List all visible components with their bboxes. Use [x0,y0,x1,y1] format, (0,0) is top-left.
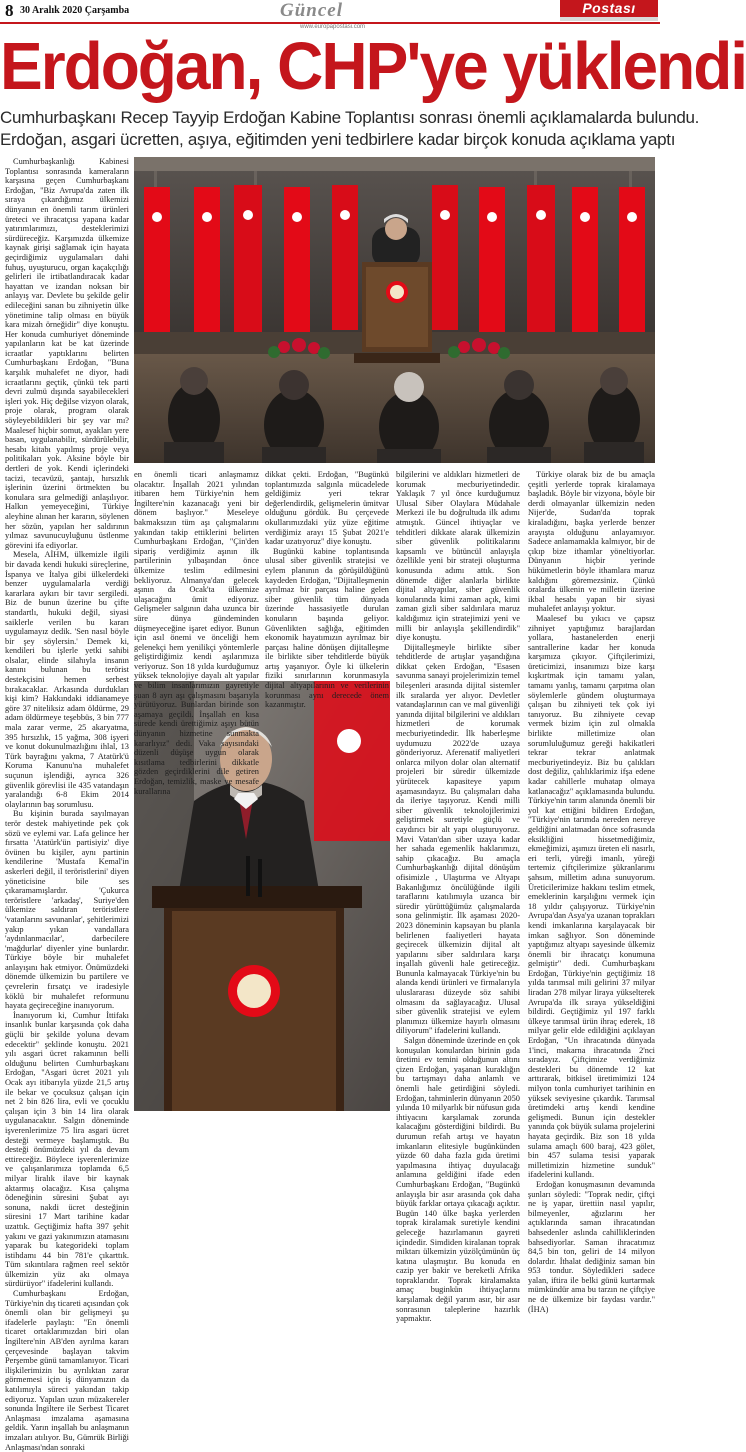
newspaper-logo: Postası [560,0,658,17]
section-title: Güncel [280,0,343,21]
paragraph: Cumhurbaşkanlığı Kabinesi Toplantısı sonrasında kameraların karşısına geçen Cumhurbaşkanı Erdoğan, "Biz Avrupa'da zaten ilk sıraya çıkardığımız ülkemizi dünyanın en önemli tarım ürünleri üreteci ve ihracatçısı yapana kadar yatırımlarımızı, desteklerimizi sürdüreceğiz. Karşımızda ülkemize kaynak girişi sağlamak için hayata geçirdiğimiz uygulamaları dahi fuhuş, uyuşturucu, organ kaçakçılığı gelirleri ile irtibatlandıracak kadar hayattan ve izandan noksan bir anlayış var. Devlete bu şekilde gelir edileceğini sanan bu zihniyetin ülke yönetimine talip olması en büyük kara mizah örneğidir" diye konuştu. Her konuda cumhuriyet döneminde yapılanların kat be kat üzerinde icraatlar yaptıklarını belirten Cumhurbaşkanı Erdoğan, "Buna karşılık muhalefet ne diyor, hadi icraatlarını geçtik, çünkü tek parti devri zulmü dışında sayabilecekleri işleri yok. Hiç değilse vizyon olarak, proje olarak, program olarak söyleyebildikleri bir şey var mı? Maalesef hiçbir somut, ayakları yere basan, uygulanabilir, sürdürülebilir, hesabı kitabı yapılmış proje veya politikaları yok. Aksine böyle bir dertleri de yok. Kendi içlerindeki tacizi, tecavüzü, şantajı, hırsızlık işlerinin üzerini örtmekten bu konulara sıra gelmediği anlaşılıyor. Halkın yemeyeceğini, Türkiye aleyhine alınan her kararın, söylenen her sözün, yapılan her saldırının yılmaz savunucuyluğunu üstlenme görevini ifa ediyorlar. [5,157,129,550]
paragraph: Erdoğan konuşmasının devamında şunları söyledi: "Toprak nedir, çiftçi ne iş yapar, ürettiin nasıl yapılır, bilmeyenler, ağızlarını her açtıklarında saman ihracatından bahsedenler aslında cahilliklerinden bahsediyorlar. Saman ihracatımız 84,5 bin ton, geliri de 14 milyon dolardır. İthalat dediğiniz saman bin 953 tondur. Söyledikleri sadece yalan, iftira ile belki günü kurtarmak mümkündür ama bu tarzın ne çiftçiye ne de ülkemize bir faydası vardır." (İHA) [528,1179,655,1314]
headline: Erdoğan, CHP'ye yüklendi [0,28,746,104]
masthead [0,0,660,22]
deck-line-2: Erdoğan, asgari ücretten, aşıya, eğitimden yeni tedbirlere kadar birçok konuda açıklama yaptı [0,130,676,149]
article-column-5 [528,470,655,1314]
paragraph: İnanıyorum ki, Cumhur İttifakı insanlık bunlar karşısında çok daha güçlü bir şekilde yoluna devam edecektir" şeklinde konuştu. 2021 yılı asgari ücret rakamının belli olduğunu belirten Cumhurbaşkanı Erdoğan, "Asgari ücret 2021 yılı Ocak ayı itibarıyla yüzde 21,5 artış ile bekar ve çocuksuz çalışan için net 2 bin 826 lira, evli ve çocuklu çalışan için 3 bin 14 lira olarak uygulanacaktır. Salgın döneminde işverenlerimize 75 lira asgari ücret desteği vermeye başlamıştık. Bu desteği önümüzdeki yıl da devam ettireceğiz. Böylece işverenlerimize ve çalışanlarımıza toplamda 6,5 milyar liralık ilave bir kaynak aktarmış olacağız. Kısa çalışma ödeneğinin süresini Şubat ayı sonuna, nakdi ücret desteğinin süresini 17 Mart tarihine kadar uzattık. Geçtiğimiz hafta 397 şehit yakını ve gazi yakınımızın atamasını yaparak bu kategorideki toplam istihdamı 44 bin 781'e çıkarttık. Tüm sıkıntılara rağmen reel sektör ülkemizin yüz akı olmaya sürdürüyor" ifadelerini kullandı. [5,1010,129,1289]
cabinet-meeting-illustration [134,157,655,463]
paragraph: Cumhurbaşkanı Erdoğan, Türkiye'nin dış ticareti açısından çok önemli olan bir gelişmeyi şu ifadelerle paylaştı: "En önemli ticaret ortaklarımızdan biri olan İngiltere'nin AB'den ayrılma kararı çerçevesinde başlayan takvim Perşembe günü tamamlanıyor. Ticari ilişkilerimizin bu ayrılıktan zarar görmemesi için iş dünyamızın da katılımıyla süreci yakından takip ediyoruz. Yapılan uzun müzakereler sonunda İngiltere ile Serbest Ticaret Anlaşması imzalama aşamasına geldik. Yarın inşallah bu anlaşmanın imzaları atılıyor. Bu, Gümrük Birliği Anlaşması'ndan sonraki [5,1289,129,1452]
article-column-2 [134,470,259,796]
cabinet-meeting-photo [134,157,655,463]
paragraph: Mesela, AİHM, ülkemizle ilgili bir davada kendi hukuki süreçlerine, İspanya ve İtalya gibi ülkelerdeki benzer uygulamalarla verdiği kararlara aykırı bir tavır sergiledi. Biz de bunun üzerine bu çifte standartlı, hukuki değil, siyasi saiklerle verilen bu kararı uygulamayız dedik. 'Sen nasıl böyle bir şey söylersin.' Demek ki, kendileri bu işlerle yetki sahibi olsalar, elinde silahıyla insanın kanını bulunan bu terörist destekçisini hemen serbest bırakacaklar. Arkasında durdukları kişi kim? Hakkındaki iddianameye göre 37 niteliksiz adam öldürme, 29 adam öldürmeye teşebbüs, 3 bin 777 mala zarar verme, 25 akaryatma, 395 hırsızlık, 15 yağma, 308 işyeri ve konut dokunulmazlığını ihlal, 13 Türk bayrağını yakma, 7 Atatürk'ü Koruma Kanunu'na muhalefet suçunun işlendiği, ayrıca 326 güvenlik görevlisi ile 435 vatandaşın yaralandığı 6-8 Ekim 2014 olaylarının baş sorumlusu. [5,550,129,809]
article-column-3 [265,470,389,710]
paragraph: Türkiye olarak biz de bu amaçla çeşitli yerlerde toprak kiralamaya başladık. Böyle bir vizyona, böyle bir derdi olmayanlar ülkemizin neden Nijer'de, Sudan'da toprak kiraladığını, başka yerlerde benzer arayışta olduğunu anlayamıyor. Sadece anlamamakla kalmıyor, bir de çıkıp bize ithamlar yöneltiyorlar. Dünyanın hiçbir yerinde hükümetlerin böyle ithamlara maruz kaldığını göremezsiniz. Çünkü oralarda ülkenin ve milletin üzerine ikbal hesabı yapan bir siyasi muhalefet anlayışı yoktur. [528,470,655,614]
paragraph: Bugünkü kabine toplantısında ulusal siber güvenlik stratejisi ve eylem planının da görüşüldüğünü kaydeden Erdoğan, "Dijitalleşmenin ayrılmaz bir parçası haline gelen siber güvenlik tüm dünyada üzerinde hassasiyetle durulan konuların başında geliyor. Güvenlikten sağlığa, eğitimden ekonomik hayatımızın ayrılmaz bir parçası haline dönüşen dijitalleşme ile birlikte siber tehditlerde büyük artış yaşanıyor. Öyle ki ülkelerin fiziki sınırlarının korunmasıyla dijital altyapılarının ve verilerinin korunması aynı derecede önem kazanmıştır. [265,546,389,710]
issue-date: 30 Aralık 2020 Çarşamba [20,5,130,16]
paragraph: dikkat çekti. Erdoğan, "Bugünkü toplantımızda salgınla mücadelede geldiğimiz yeri tekrar değerlendirdik, gelişmelerin ümitvar olduğunu gördük. Bu çerçevede okullarımızdaki yüz yüze eğitime verdiğimiz arayı 15 Şubat 2021'e kadar uzatıyoruz" diye konuştu. [265,470,389,547]
page-number: 8 [5,1,14,20]
logo-strip [560,17,658,21]
paragraph: bilgilerini ve aldıkları hizmetleri de korumak mecburiyetindedir. Yaklaşık 7 yıl önce kurduğumuz Ulusal Siber Olaylara Müdahale Merkezi ile bu doğrultuda ilk adımı atmıştık. Güncel ihtiyaçlar ve tehditleri dikkate alarak ülkemizin siber güvenlik politikalarını kapsamlı ve bütüncül anlayışla özellikle yeni bir strateji oluşturma konusunda adımı attık. Son dönemde diğer alanlarla birlikte dijital altyapılar, siber güvenlik konularında kimi zaman açık, kimi zaman gizli siber saldırılara maruz kaldığımız için stratejimizi yeni ve milli bir anlayışla şekillendirdik" diye konuştu. [396,470,520,643]
paragraph: Maalesef bu yıkıcı ve çapsız zihniyet yaptığımız barajlardan yollara, hastanelerden enerji santrallerine kadar her konuda karşımıza çıkıyor. Çiftçilerimizi, üreticimizi, insanımızı bize karşı kışkırtmak için tamamı yalan, tamamı yanlış, tamamı çarpıtma olan söylemlerle gündem oluşturmaya çalışan bu zihniyeti tek çok iyi tanıyoruz. Bu zihniyete cevap vermek bizim için zul olmakla birlikte milletimize olan sorumluluğumuz gereği hakikatleri tekrar tekrar anlatmak mecburiyetindeyiz. Biz bu çalıkları dost değiliz, çalılıklarimiz ifşa edene kadar cahillerle muhatap olmaya katlanacağız" açıklamasında bulundu. Türkiye'nin tarım alanında önemli bir yol kat ettiğini bildiren Erdoğan, "Türkiye'nin tarımda nereden nereye geldiğini anlatmadan önce sofrasında eksikliğini hissetmediğimiz, ekmeğimizi, aşımızı üreten eli nasırlı, eri terli, yüreği imanlı, yüreği tertemiz çiftçilerimize şükranlarımı şahsım, milletim adına sunuyorum. Üreticilerimize hakkını teslim etmek, emeklerinin karşılığını vermek için 18 yıldır çalışıyoruz. Türkiye'nin Avrupa'dan Asya'ya uzanan toprakları kendi imkanlarına karşılayacak bir imkan sağlıyor. Son döneminde yaptığımız altyapı sayesinde ülkemiz önemli bir ihracatçı konumuna gelmiştir" dedi. Cumhurbaşkanı Erdoğan, Türkiye'nin geçtiğimiz 18 yılda tarımsal mili gelirini 37 milyar liradan 278 milyar liraya yükselterek Avrupa'da ilk sıraya yükseldiğini bildirdi. Geçtiğimiz yıl 197 farklı ülkeye tarımsal ürün ihraç ederek, 18 milyar gelir elde edildiğini açıklayan Erdoğan, "Un ihracatında dünyada 1'inci, makarna ihracatında 2'nci sıradayız. Çiftçimize verdiğimiz destekleri bu dönemde 12 kat arttırarak, bitkisel üretimimizi 124 milyon tonla cumhuriyet tarihinin en yüksek seviyesine çıkardık. Tarımsal üretimdeki artış kendi kendine gelişmedi. Bunun için destekler yanında çok büyük sulama projelerini hayata geçirdik. Biz son 18 yılda sulama amaçlı 600 baraj, 423 gölet, bin 457 sulama tesisi yaparak milletimizin hizmetine sunduk" ifadelerini kullandı. [528,613,655,1180]
paragraph: Dijitalleşmeyle birlikte siber tehditlerde de artışlar yaşandığına dikkat çeken Erdoğan, "Esasen savunma sanayi projelerimizin temel bileşenleri arasında dijital sistemler ilk sıralarda yer alıyor. Devletler vatandaşlarının can ve mal güvenliği yanında dijital bilgilerini ve aldıkları hizmetleri de korumak mecburiyetindedir. İlk haberleşme uydumuzu 2022'de uzaya gönderiyoruz. Aferenatif maliyetleri onlarca milyon dolar olan alternatif projeleri bir süredir ülkemizde yürütecek kapasiteye yapım aşamasındayız. Bu çalışmaları daha da ileriye taşıyoruz. Kendi milli siber güvenlik teknolojilerimizi geliştirmek suretiyle güçlü ve caydırıcı bir alt yapı oluşturuyoruz. Mavi Vatan'dan siber uzaya kadar her sahada egemenlik haklarımızı, sahip çıkacağız. Bu amaçla Cumhurbaşkanlığı dijital dönüşüm ofisimizle , Ulaştırma ve Altyapı Bakanlığımız öncülüğünde ilgili taraflarını katılımıyla uzanca bir süredir yürüttüğümüz çalışmalarda sona gelinmiştir. İlk aşaması 2020- 2023 döneminin kapsayan bu planla belirlenen faaliyetleri hayata geçirecek ülkemizin dijital alt yapılarını siber saldırılara karşı inşallah güvenli hale getireceğiz. Bununla kalmayacak Türkiye'nin bu alanda kendi ürünleri ve firmalarıyla uluslararası düzeyde söz sahibi olmasını da sağlayacağız. Ulusal siber güvenlik stratejisi ve eylem planımızı ülkemize hayırlı olmasını diliyorum" ifadelerini kullandı. [396,642,520,1036]
article-column-1 [5,157,129,1452]
paragraph: Salgın döneminde üzerinde en çok konuşulan konulardan birinin gıda üretimi ev temini olduğunun altını çizen Erdoğan, yaşanan kuraklığın bu tartışmayı daha anlamlı ve önemli hale getirdiğini söyledi. Erdoğan, tahminlerin dünyanın 2050 yılında 10 milyarlık bir nüfusun gıda ihtiyacını karşılamak zorunda kalacağını gösterdiğini bildirdi. Bu durumun refah artışı ve hayatın imkanların elitesiyle bugünkünden yüzde 60 daha fazla gıda üretimi yapılmasına ihtiyaç duyulacağı anlamına geldiğini ifade eden Cumhurbaşkanı Erdoğan, "Bugünkü anlayışla bir asır arasında çok daha büyük farklar ortaya çıkacağı açıktır. Bugün 140 ülke başka yerlerden toprak kiralamak suretiyle kendini geleceğe hazırlamanın gayreti içindedir. Simdiden kiralanan toprak miktarı ülkemizin yüzölçümünün üç katına ulaşmıştır. Bu konuda en cazip yer bakir ve bereketli Afrika topraklarıdır. Toprak kiralamakta amaç buginkün ihtiyaçlarını karşılamak değil yarım asır, bir asır sonrasının taleplerine hazırlık yapmaktır. [396,1036,520,1324]
article-column-4 [396,470,520,1324]
paragraph: Bu kişinin burada sayılmayan terör destek mahiyetinde pek çok sözü ve eylemi var. Lafa gelince her fırsatta 'Atatürk'ün partisiyiz' diye övünen bu kişiler, aynı partinin kendilerine 'Mustafa Kemal'in askerleri değil, il teröristlerini' diyen yöneticisine bile ses çıkaramamışlardır. 'Çukurca teröristlere 'arkadaş', Suriye'den ülkemize saldıran teröristlere 'vatanlarını savunanlar', şehitlerimizi yakıp yıkan vandallara 'aydınlanmacılar', darbecilere 'mağdurlar' diyenler yine bunlardır. Türkiye böyle bir muhalefet anlayışını hak etmiyor. Önümüzdeki dönemde ülkemizin bu partilere ve çevrelerin fırsatçı ve iradesiyle köklü bir muhalefet reformunu hayata geçireceğine inanıyorum. [5,809,129,1011]
paragraph: en önemli ticari anlaşmamız olacaktır. İnşallah 2021 yılından itibaren hem Türkiye'nin hem İngiltere'nin kazanacağı yeni bir dönem başlıyor." Meseleye bakmaksızın tüm aşı çalışmalarını yakından takip ettiklerini belirten Cumhurbaşkanı Erdoğan, "Çin'den sipariş verdiğimiz aşının ilk partilerinin yılbaşından önce ülkemize teslim edilmesini bekliyoruz. Almanya'dan gelecek aşının da Ocak'ta ülkemize ulaşacağını ümit ediyoruz. Gelişmeler salgının daha uzunca bir süre dünya gündeminden düşmeyeceğine işaret ediyor. Bunun için asıl önemi ve önceliği hem gelenekçi hem yenilikçi yöntemlerle geliştirdiğimiz kendi aşılarımıza veriyoruz. Son 18 yılda kurduğumuz yüksek teknolojiye dayalı alt yapılar ve bilim insanlarımızın gayretiyle şuan 8 ayrı aşı çalışmasını başarıyla yürütüyoruz. Bunlardan birinde son aşamaya geçildi. İnşallah en kısa sürede kendi ürettiğimiz aşıyı bütün dünyanın hizmetine sunmakta kararlıyız" dedi. Vaka sayısındaki düzenli düşüşe uygun olarak kısıtlama tedbirlerini dikkatle gözden geçirdiklerini dile getiren Erdoğan, temizlik, maske ve mesafe kurallarına [134,470,259,796]
website-label: www.europapostasi.com [300,24,366,30]
deck-line-1: Cumhurbaşkanı Recep Tayyip Erdoğan Kabine Toplantısı sonrası önemli açıklamalarda bulundu. [0,108,700,127]
